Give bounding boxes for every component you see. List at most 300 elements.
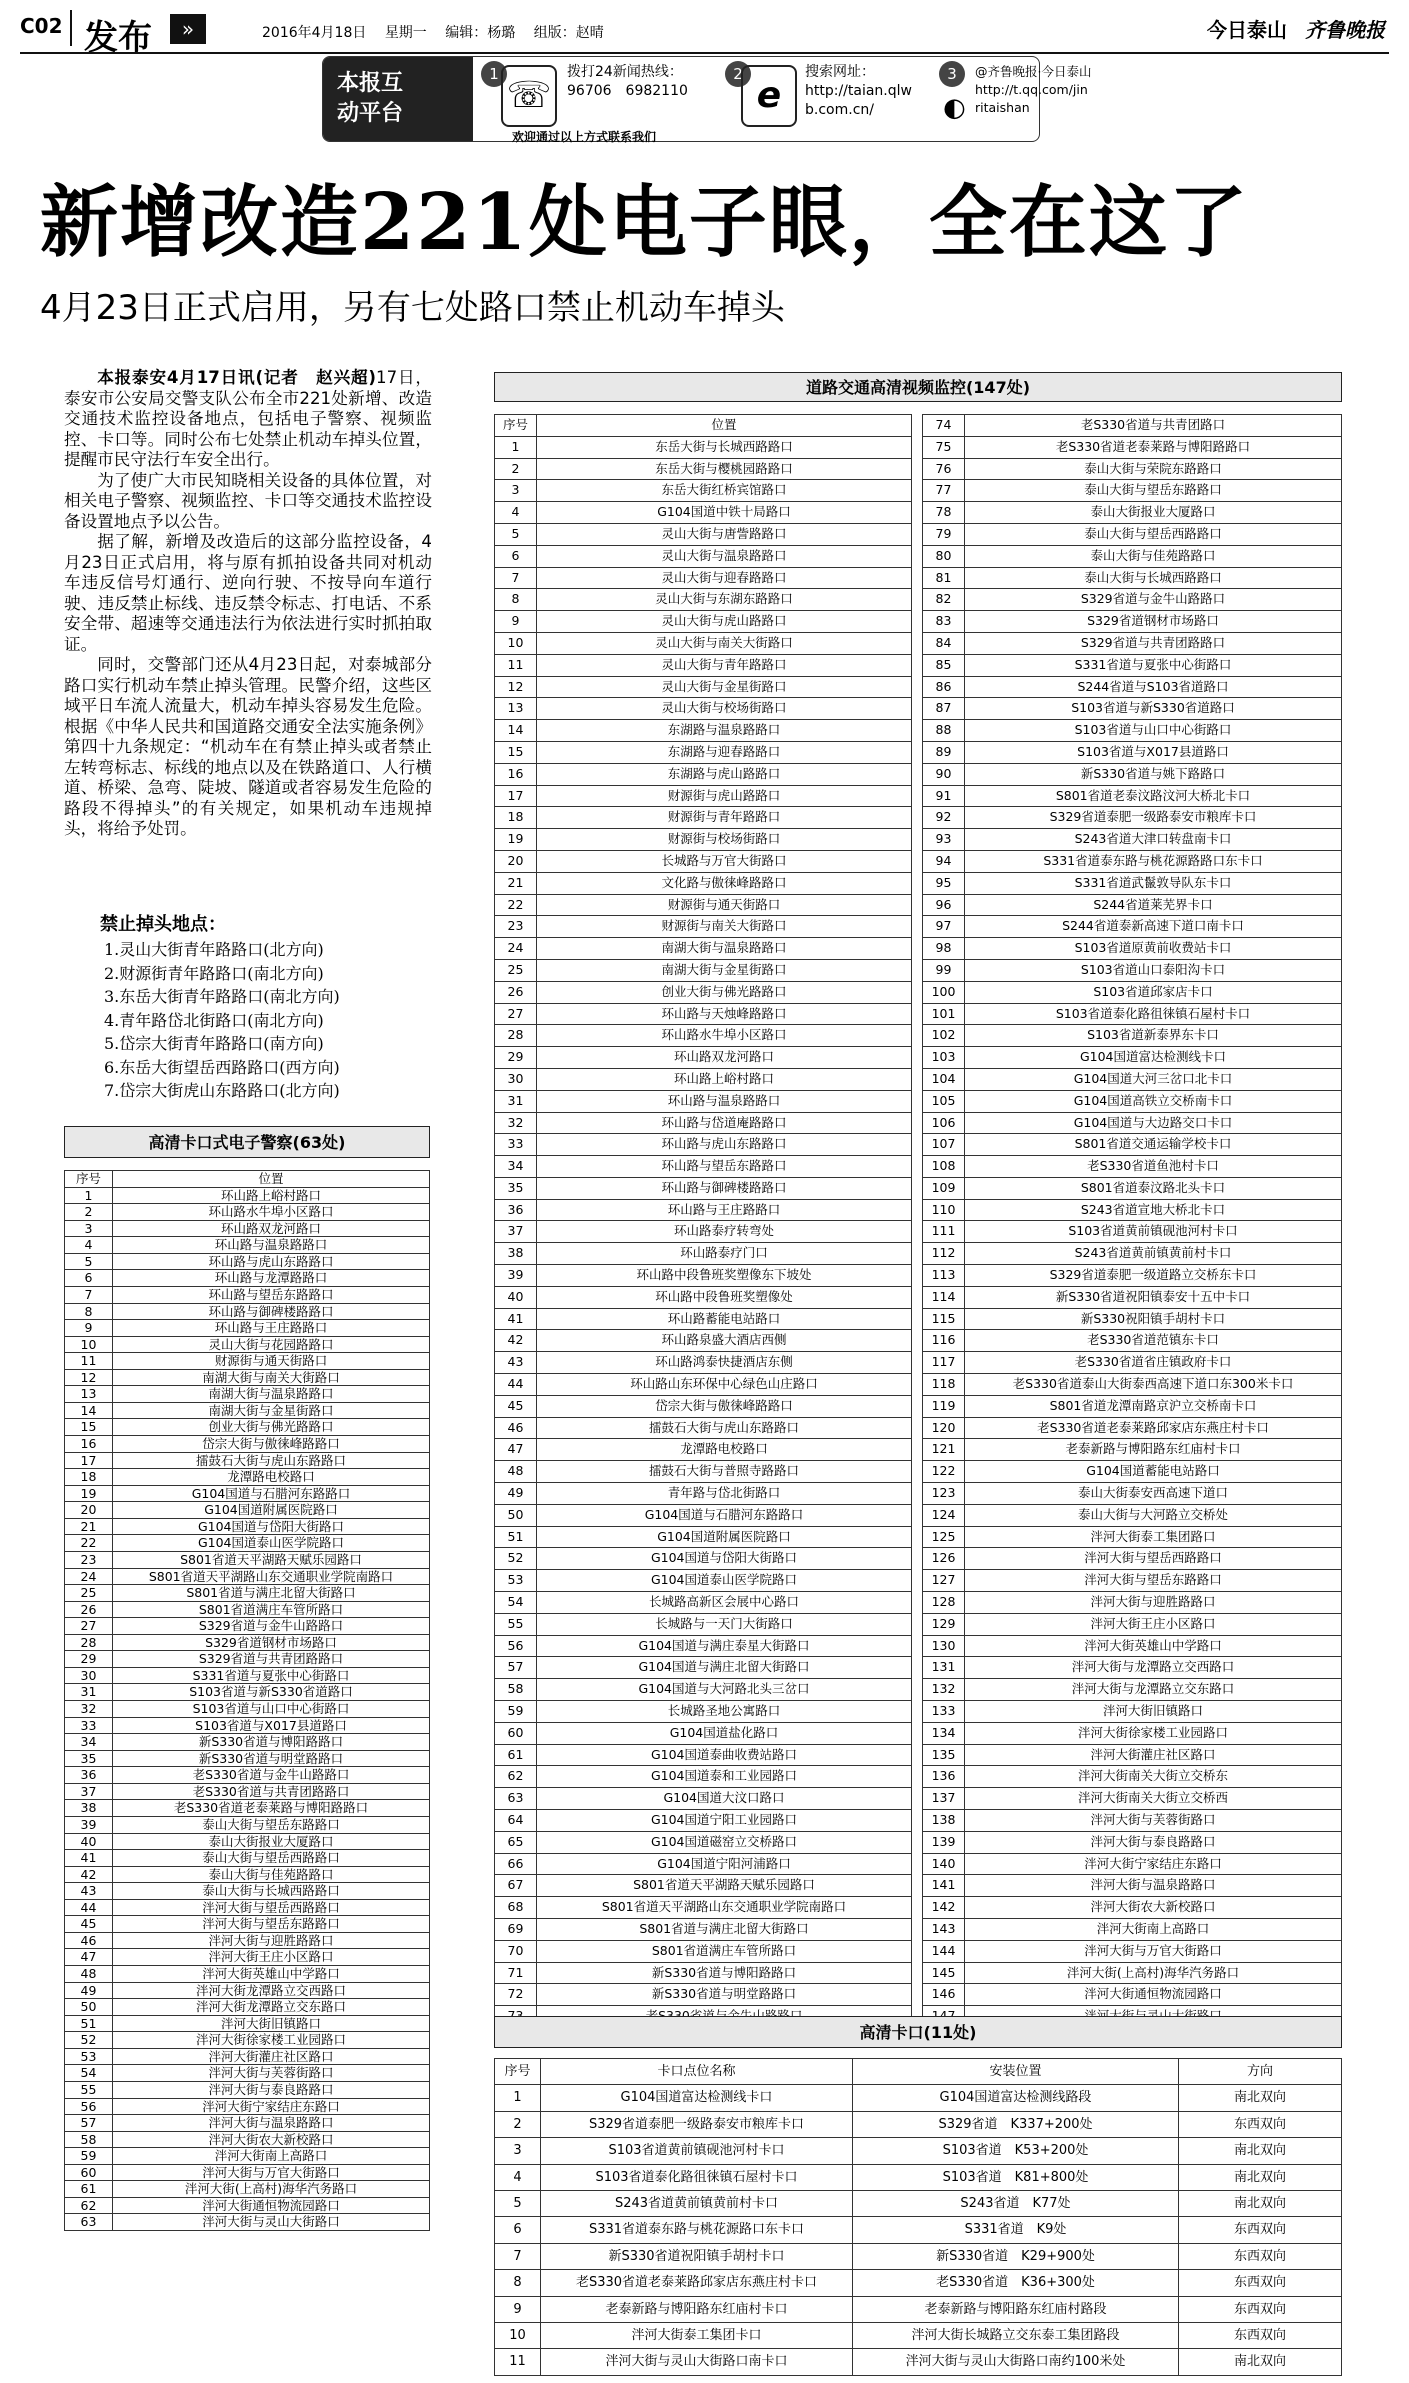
table-row [65,1303,430,1320]
table-row [65,1717,430,1734]
cell-install-location: S243省道 K77处 [853,2191,1179,2217]
cell-location: 新S330祝阳镇手胡村卡口 [965,1308,1342,1330]
cell-no: 11 [495,2349,541,2375]
cell-no: 91 [923,785,965,807]
table-row [495,1439,912,1461]
cell-no: 31 [65,1684,113,1701]
cell-location: 泰山大街与望岳西路路口 [965,523,1342,545]
table-row [923,1112,1342,1134]
cell-no: 21 [65,1518,113,1535]
table-row [923,1657,1342,1679]
cell-no: 134 [923,1722,965,1744]
table-row [65,1204,430,1221]
cell-no: 4 [495,2164,541,2190]
cell-location: 灵山大街与花园路路口 [113,1336,430,1353]
cell-no: 39 [495,1265,537,1287]
cell-no: 138 [923,1810,965,1832]
cell-location: 环山路上峪村路口 [113,1187,430,1204]
cell-no: 53 [65,2048,113,2065]
table-row [495,1570,912,1592]
ban-uturn-item: 3.东岳大街青年路路口(南北方向) [104,987,340,1006]
cell-no: 63 [495,1788,537,1810]
cell-name: 泮河大街与灵山大街路口南卡口 [541,2349,853,2375]
cell-no: 94 [923,850,965,872]
table-row [495,1548,912,1570]
table-row [65,1436,430,1453]
col-no: 序号 [65,1171,113,1188]
col-no: 序号 [495,2059,541,2085]
cell-location: S329省道钢材市场路口 [113,1634,430,1651]
table-row [495,1221,912,1243]
cell-no: 95 [923,872,965,894]
cell-direction: 南北双向 [1179,2191,1342,2217]
cell-location: 泰山大街与望岳西路路口 [113,1850,430,1867]
section-title: 发布 [84,18,152,58]
cell-location: 泮河大街宁家结庄东路口 [965,1853,1342,1875]
table-row [65,1932,430,1949]
table-row [495,1722,912,1744]
cell-no: 41 [65,1850,113,1867]
table-row [495,1788,912,1810]
table-row [495,959,912,981]
table-row [495,1875,912,1897]
cell-no: 145 [923,1962,965,1984]
table-row [495,1984,912,2006]
cell-no: 5 [65,1253,113,1270]
cell-no: 14 [65,1402,113,1419]
cell-no: 38 [495,1243,537,1265]
cell-no: 14 [495,720,537,742]
cell-location: 泮河大街农大新校路口 [965,1897,1342,1919]
cell-no: 37 [65,1783,113,1800]
cell-location: 老S330省道与金牛山路路口 [113,1767,430,1784]
cell-location: S801省道天平湖路天赋乐园路口 [113,1551,430,1568]
cell-no: 106 [923,1112,965,1134]
cell-no: 23 [495,916,537,938]
cell-no: 7 [495,2243,541,2269]
web-url-2[interactable]: b.com.cn/ [805,102,874,118]
table-row [495,611,912,633]
table-row [923,1417,1342,1439]
cell-location: S329省道泰肥一级路泰安市粮库卡口 [965,807,1342,829]
cell-location: 老S330省道老泰莱路与博阳路路口 [113,1800,430,1817]
cell-no: 57 [495,1657,537,1679]
cell-no: 21 [495,872,537,894]
cell-location: 泮河大街英雄山中学路口 [113,1966,430,1983]
table-row [923,1635,1342,1657]
cell-no: 10 [65,1336,113,1353]
cell-no: 36 [495,1199,537,1221]
table-row [495,1461,912,1483]
table-row [495,1810,912,1832]
cell-no: 52 [495,1548,537,1570]
table-row [65,1667,430,1684]
cell-no: 12 [65,1369,113,1386]
table-row [923,1483,1342,1505]
cell-no: 4 [65,1237,113,1254]
cell-location: 擂鼓石大街与虎山东路路口 [537,1417,912,1439]
table-row [923,1243,1342,1265]
table-row [495,589,912,611]
table-row [923,1374,1342,1396]
table-row [923,720,1342,742]
cell-no: 126 [923,1548,965,1570]
table-row [923,480,1342,502]
table-row [65,1684,430,1701]
cell-location: S243省道黄前镇黄前村卡口 [965,1243,1342,1265]
table-row [495,1243,912,1265]
browser-icon: e [741,65,797,127]
table-row [495,850,912,872]
cell-no: 10 [495,2323,541,2349]
cell-no: 143 [923,1918,965,1940]
table-row [495,1744,912,1766]
cell-location: 老S330省道老泰莱路邱家店东燕庄村卡口 [965,1417,1342,1439]
table-checkpoint-title: 高清卡口(11处) [494,2016,1342,2048]
cell-no: 58 [495,1679,537,1701]
cell-location: 泮河大街旧镇路口 [965,1701,1342,1723]
cell-location: 灵山大街与唐訾路路口 [537,523,912,545]
cell-location: G104国道中铁十局路口 [537,502,912,524]
cell-no: 72 [495,1984,537,2006]
cell-no: 55 [65,2081,113,2098]
cell-location: 环山路与望岳东路路口 [113,1286,430,1303]
cell-name: 新S330省道祝阳镇手胡村卡口 [541,2243,853,2269]
cell-no: 59 [65,2148,113,2165]
cell-name: S331省道泰东路与桃花源路口东卡口 [541,2217,853,2243]
table-row [495,807,912,829]
table-row [495,829,912,851]
cell-location: G104国道磁窑立交桥路口 [537,1831,912,1853]
table-row [495,1635,912,1657]
cell-no: 28 [65,1634,113,1651]
weibo-url-1[interactable]: http://t.qq.com/jin [975,82,1088,97]
cell-location: S801省道满庄车管所路口 [113,1601,430,1618]
table-row [495,785,912,807]
table-row [65,1568,430,1585]
table-row [495,1047,912,1069]
cell-location: 灵山大街与校场街路口 [537,698,912,720]
cell-location: S801省道满庄车管所路口 [537,1940,912,1962]
table-row [923,1461,1342,1483]
badge-3: 3 [939,61,965,87]
cell-location: 泰山大街与长城西路路口 [113,1883,430,1900]
table-row [65,1966,430,1983]
cell-no: 84 [923,632,965,654]
cell-no: 89 [923,741,965,763]
table-row [923,545,1342,567]
cell-location: 环山路与虎山东路路口 [113,1253,430,1270]
cell-no: 54 [495,1592,537,1614]
table-row [65,1353,430,1370]
cell-no: 1 [65,1187,113,1204]
table-row [923,676,1342,698]
table-row [495,981,912,1003]
table-row [495,938,912,960]
cell-location: 泮河大街与芙蓉街路口 [965,1810,1342,1832]
cell-no: 132 [923,1679,965,1701]
cell-no: 6 [495,545,537,567]
table-row [65,1783,430,1800]
table-video-monitor-right [922,414,1342,2028]
cell-location: 泮河大街与温泉路路口 [965,1875,1342,1897]
edition-name: 今日泰山 [1207,18,1287,42]
table-row [495,1286,912,1308]
table-row [65,1270,430,1287]
cell-no: 47 [495,1439,537,1461]
cell-location: S103省道原黄前收费站卡口 [965,938,1342,960]
cell-no: 92 [923,807,965,829]
table-row [495,1156,912,1178]
cell-location: 灵山大街与虎山路路口 [537,611,912,633]
table-row [495,1265,912,1287]
table-row [65,1982,430,1999]
table-row [923,589,1342,611]
table-row [923,1395,1342,1417]
cell-location: 泮河大街与龙潭路立交西路口 [965,1657,1342,1679]
cell-location: 环山路上峪村路口 [537,1068,912,1090]
ban-uturn-list [104,938,340,1103]
cell-no: 119 [923,1395,965,1417]
cell-location: 环山路泉盛大酒店西侧 [537,1330,912,1352]
cell-no: 68 [495,1897,537,1919]
table-row [495,1701,912,1723]
table-row [923,1156,1342,1178]
cell-location: 泮河大街(上高村)海华汽务路口 [965,1962,1342,1984]
weibo-icon: ◐ [943,93,966,123]
table-row [495,480,912,502]
table-row [923,1330,1342,1352]
cell-no: 51 [495,1526,537,1548]
cell-location: 泰山大街与望岳东路路口 [965,480,1342,502]
table-row [495,2164,1342,2190]
cell-location: S243省道宣地大桥北卡口 [965,1199,1342,1221]
cell-location: 泮河大街与芙蓉街路口 [113,2065,430,2082]
table-row [495,567,912,589]
table-row [923,1025,1342,1047]
cell-no: 8 [495,2270,541,2296]
cell-no: 75 [923,436,965,458]
table-row [495,1003,912,1025]
table-row [923,916,1342,938]
table-row [923,807,1342,829]
cell-location: 东岳大街与长城西路路口 [537,436,912,458]
table-row [495,1504,912,1526]
table-row [923,1286,1342,1308]
table-row [923,1831,1342,1853]
cell-location: 长城路高新区会展中心路口 [537,1592,912,1614]
cell-no: 17 [65,1452,113,1469]
cell-no: 44 [495,1374,537,1396]
cell-location: 泮河大街王庄小区路口 [965,1613,1342,1635]
table-row [65,1750,430,1767]
cell-no: 15 [495,741,537,763]
table-row [495,741,912,763]
cell-location: 泰山大街报业大厦路口 [965,502,1342,524]
table-row [923,1003,1342,1025]
cell-location: 泮河大街旧镇路口 [113,2015,430,2032]
table-row [923,1962,1342,1984]
article-body [64,368,432,840]
paper-logo: 齐鲁晚报 [1305,18,1385,42]
cell-location: S801省道老泰汶路汶河大桥北卡口 [965,785,1342,807]
table-row [495,523,912,545]
table-row [923,1570,1342,1592]
table-row [65,1949,430,1966]
table-row [923,894,1342,916]
cell-name: 泮河大街泰工集团卡口 [541,2323,853,2349]
cell-location: 财源街与校场街路口 [537,829,912,851]
cell-no: 85 [923,654,965,676]
table-row [923,785,1342,807]
cell-location: S331省道泰东路与桃花源路路口东卡口 [965,850,1342,872]
cell-location: G104国道富达检测线卡口 [965,1047,1342,1069]
hotline-block [567,63,727,135]
cell-location: G104国道与岱阳大街路口 [113,1518,430,1535]
cell-location: S244省道与S103省道路口 [965,676,1342,698]
table-row [923,872,1342,894]
cell-no: 32 [495,1112,537,1134]
cell-no: 9 [495,2296,541,2322]
article-byline: 本报泰安4月17日讯(记者 赵兴超) [97,368,377,387]
col-no: 序号 [495,415,537,437]
table-row [923,1613,1342,1635]
cell-location: 环山路泰疗门口 [537,1243,912,1265]
table-row [65,2081,430,2098]
table-row [495,2349,1342,2375]
table-row [65,2065,430,2082]
cell-no: 18 [65,1469,113,1486]
article-paragraph-1-text: 17日，泰安市公安局交警支队公布全市221处新增、改造交通技术监控设备地点，包括电子警察、视频监控、卡口等。同时公布七处禁止机动车掉头位置，提醒市民守法行车安全出行。 [64,368,432,469]
cell-no: 8 [495,589,537,611]
cell-no: 105 [923,1090,965,1112]
cell-no: 19 [65,1485,113,1502]
cell-location: G104国道大汶口路口 [537,1788,912,1810]
weibo-url-2[interactable]: ritaishan [975,100,1030,115]
cell-location: 东湖路与迎春路路口 [537,741,912,763]
cell-no: 12 [495,676,537,698]
table-row [495,1025,912,1047]
cell-location: G104国道盐化路口 [537,1722,912,1744]
cell-location: 泰山大街与大河路立交桥处 [965,1504,1342,1526]
web-url-1[interactable]: http://taian.qlw [805,83,912,99]
cell-location: 泰山大街与荣院东路路口 [965,458,1342,480]
cell-location: 泮河大街通恒物流园路口 [965,1984,1342,2006]
cell-name: S103省道泰化路徂徕镇石屋村卡口 [541,2164,853,2190]
cell-no: 3 [495,480,537,502]
cell-location: 泮河大街与望岳东路路口 [113,1916,430,1933]
cell-no: 13 [65,1386,113,1403]
cell-location: G104国道与石腊河东路路口 [537,1504,912,1526]
table-row [923,567,1342,589]
cell-no: 33 [495,1134,537,1156]
cell-no: 38 [65,1800,113,1817]
table-row [65,1866,430,1883]
table-row [495,1962,912,1984]
cell-no: 45 [65,1916,113,1933]
table-row [65,1386,430,1403]
cell-no: 49 [495,1483,537,1505]
cell-location: 岱宗大街与傲徕峰路路口 [113,1436,430,1453]
cell-name: G104国道富达检测线卡口 [541,2085,853,2111]
cell-no: 139 [923,1831,965,1853]
cell-no: 1 [495,436,537,458]
cell-location: 泮河大街与温泉路路口 [113,2115,430,2132]
cell-no: 19 [495,829,537,851]
table-row [65,1518,430,1535]
cell-location: 长城路与万官大街路口 [537,850,912,872]
cell-location: 擂鼓石大街与虎山东路路口 [113,1452,430,1469]
cell-no: 90 [923,763,965,785]
cell-location: 新S330省道与姚下路路口 [965,763,1342,785]
cell-no: 41 [495,1308,537,1330]
cell-no: 104 [923,1068,965,1090]
table-row [65,1800,430,1817]
cell-no: 17 [495,785,537,807]
cell-no: 15 [65,1419,113,1436]
cell-location: 南湖大街与温泉路路口 [537,938,912,960]
cell-no: 135 [923,1744,965,1766]
table-row [495,502,912,524]
table-row [65,1551,430,1568]
cell-no: 69 [495,1918,537,1940]
cell-location: 老S330省道省庄镇政府卡口 [965,1352,1342,1374]
table-video-monitor-left [494,414,912,2028]
cell-location: 财源街与通天街路口 [537,894,912,916]
cell-no: 142 [923,1897,965,1919]
cell-install-location: 泮河大街与灵山大街路口南约100米处 [853,2349,1179,2375]
table-row [923,1090,1342,1112]
cell-no: 116 [923,1330,965,1352]
cell-location: 环山路与虎山东路路口 [537,1134,912,1156]
cell-no: 133 [923,1701,965,1723]
table-row [65,1369,430,1386]
table-row [923,654,1342,676]
table-row [65,2164,430,2181]
table-row [65,1502,430,1519]
table-row [495,1068,912,1090]
cell-no: 40 [65,1833,113,1850]
cell-no: 34 [495,1156,537,1178]
table-row [923,1722,1342,1744]
cell-no: 3 [65,1220,113,1237]
table-header-row [495,415,912,437]
cell-location: G104国道泰山医学院路口 [537,1570,912,1592]
cell-direction: 南北双向 [1179,2164,1342,2190]
table-row [923,1875,1342,1897]
table-row [65,2181,430,2198]
cell-location: 灵山大街与温泉路路口 [537,545,912,567]
table-video-monitor-title: 道路交通高清视频监控(147处) [494,372,1342,402]
cell-no: 43 [495,1352,537,1374]
interact-title-line1: 本报互 [337,71,404,96]
cell-no: 24 [65,1568,113,1585]
table-checkpoint [494,2058,1342,2376]
table-row [923,850,1342,872]
cell-no: 86 [923,676,965,698]
table-header-row [495,2059,1342,2085]
table-row [495,1613,912,1635]
cell-location: 灵山大街与南关大街路口 [537,632,912,654]
cell-no: 1 [495,2085,541,2111]
cell-location: G104国道泰和工业园路口 [537,1766,912,1788]
cell-no: 20 [65,1502,113,1519]
cell-location: 泮河大街与万官大街路口 [965,1940,1342,1962]
cell-no: 88 [923,720,965,742]
table-row [65,2214,430,2231]
interact-note: 欢迎通过以上方式联系我们 [512,130,657,144]
cell-no: 61 [495,1744,537,1766]
